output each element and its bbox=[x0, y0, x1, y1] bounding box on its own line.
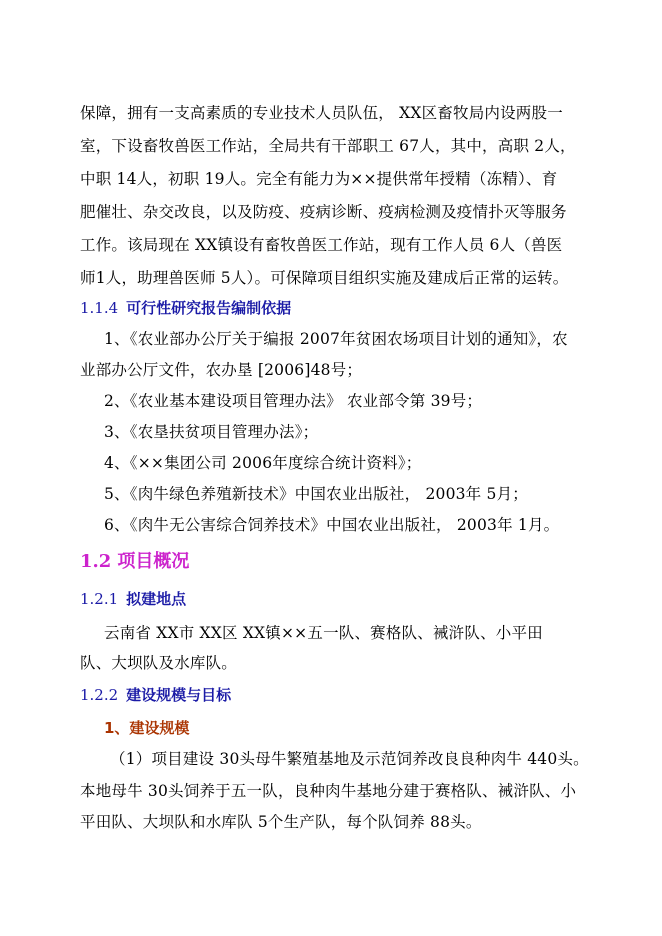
section-heading-1-2-1 bbox=[80, 589, 186, 609]
basis-item-1-cont: 业部办公厅文件，农办垦 [2006]48号； bbox=[80, 361, 363, 379]
basis-item-3: 3、《农垦扶贫项目管理办法》； bbox=[104, 423, 319, 441]
intro-line-2: 室，下设畜牧兽医工作站，全局共有干部职工 67人，其中，高职 2人， bbox=[80, 137, 576, 155]
section-number: 1.2.2 bbox=[80, 686, 119, 704]
intro-line-1: 保障，拥有一支高素质的专业技术人员队伍， XX区畜牧局内设两股一 bbox=[80, 104, 563, 122]
section-title: 建设规模与目标 bbox=[126, 686, 232, 704]
intro-line-4: 肥催壮、杂交改良，以及防疫、疫病诊断、疫病检测及疫情扑灭等服务 bbox=[80, 203, 567, 221]
section-number: 1.1.4 bbox=[80, 299, 119, 317]
basis-item-5: 5、《肉牛绿色养殖新技术》中国农业出版社， 2003年 5月； bbox=[104, 485, 528, 503]
subsection-heading-scale: 1、建设规模 bbox=[104, 719, 190, 737]
section-heading-1-2 bbox=[80, 551, 189, 573]
intro-line-6: 师1人，助理兽医师 5人）。可保障项目组织实施及建成后正常的运转。 bbox=[80, 269, 569, 287]
basis-item-2: 2、《农业基本建设项目管理办法》 农业部令第 39号； bbox=[104, 392, 483, 410]
intro-line-3: 中职 14人，初职 19人。完全有能力为××提供常年授精（冻精）、育 bbox=[80, 170, 558, 188]
location-line-2: 队、大坝队及水库队。 bbox=[80, 654, 238, 672]
section-number: 1.2 bbox=[80, 551, 112, 572]
scale-line-2: 本地母牛 30头饲养于五一队，良种肉牛基地分建于赛格队、裓浒队、小 bbox=[80, 782, 577, 800]
section-number: 1.2.1 bbox=[80, 590, 119, 608]
basis-item-1: 1、《农业部办公厅关于编报 2007年贫困农场项目计划的通知》，农 bbox=[104, 330, 568, 348]
section-heading-1-1-4 bbox=[80, 298, 291, 318]
location-line-1: 云南省 XX市 XX区 XX镇××五一队、赛格队、裓浒队、小平田 bbox=[104, 624, 543, 642]
basis-item-6: 6、《肉牛无公害综合饲养技术》中国农业出版社， 2003年 1月。 bbox=[104, 516, 560, 534]
section-title: 可行性研究报告编制依据 bbox=[126, 299, 292, 317]
scale-line-1: （1）项目建设 30头母牛繁殖基地及示范饲养改良良种肉牛 440头。 bbox=[110, 750, 589, 768]
section-title: 项目概况 bbox=[117, 551, 190, 572]
section-heading-1-2-2 bbox=[80, 685, 231, 705]
intro-line-5: 工作。该局现在 XX镇设有畜牧兽医工作站，现有工作人员 6人（兽医 bbox=[80, 236, 563, 254]
basis-item-4: 4、《××集团公司 2006年度综合统计资料》； bbox=[104, 454, 422, 472]
section-title: 拟建地点 bbox=[126, 590, 187, 608]
scale-line-3: 平田队、大坝队和水库队 5个生产队，每个队饲养 88头。 bbox=[80, 813, 482, 831]
